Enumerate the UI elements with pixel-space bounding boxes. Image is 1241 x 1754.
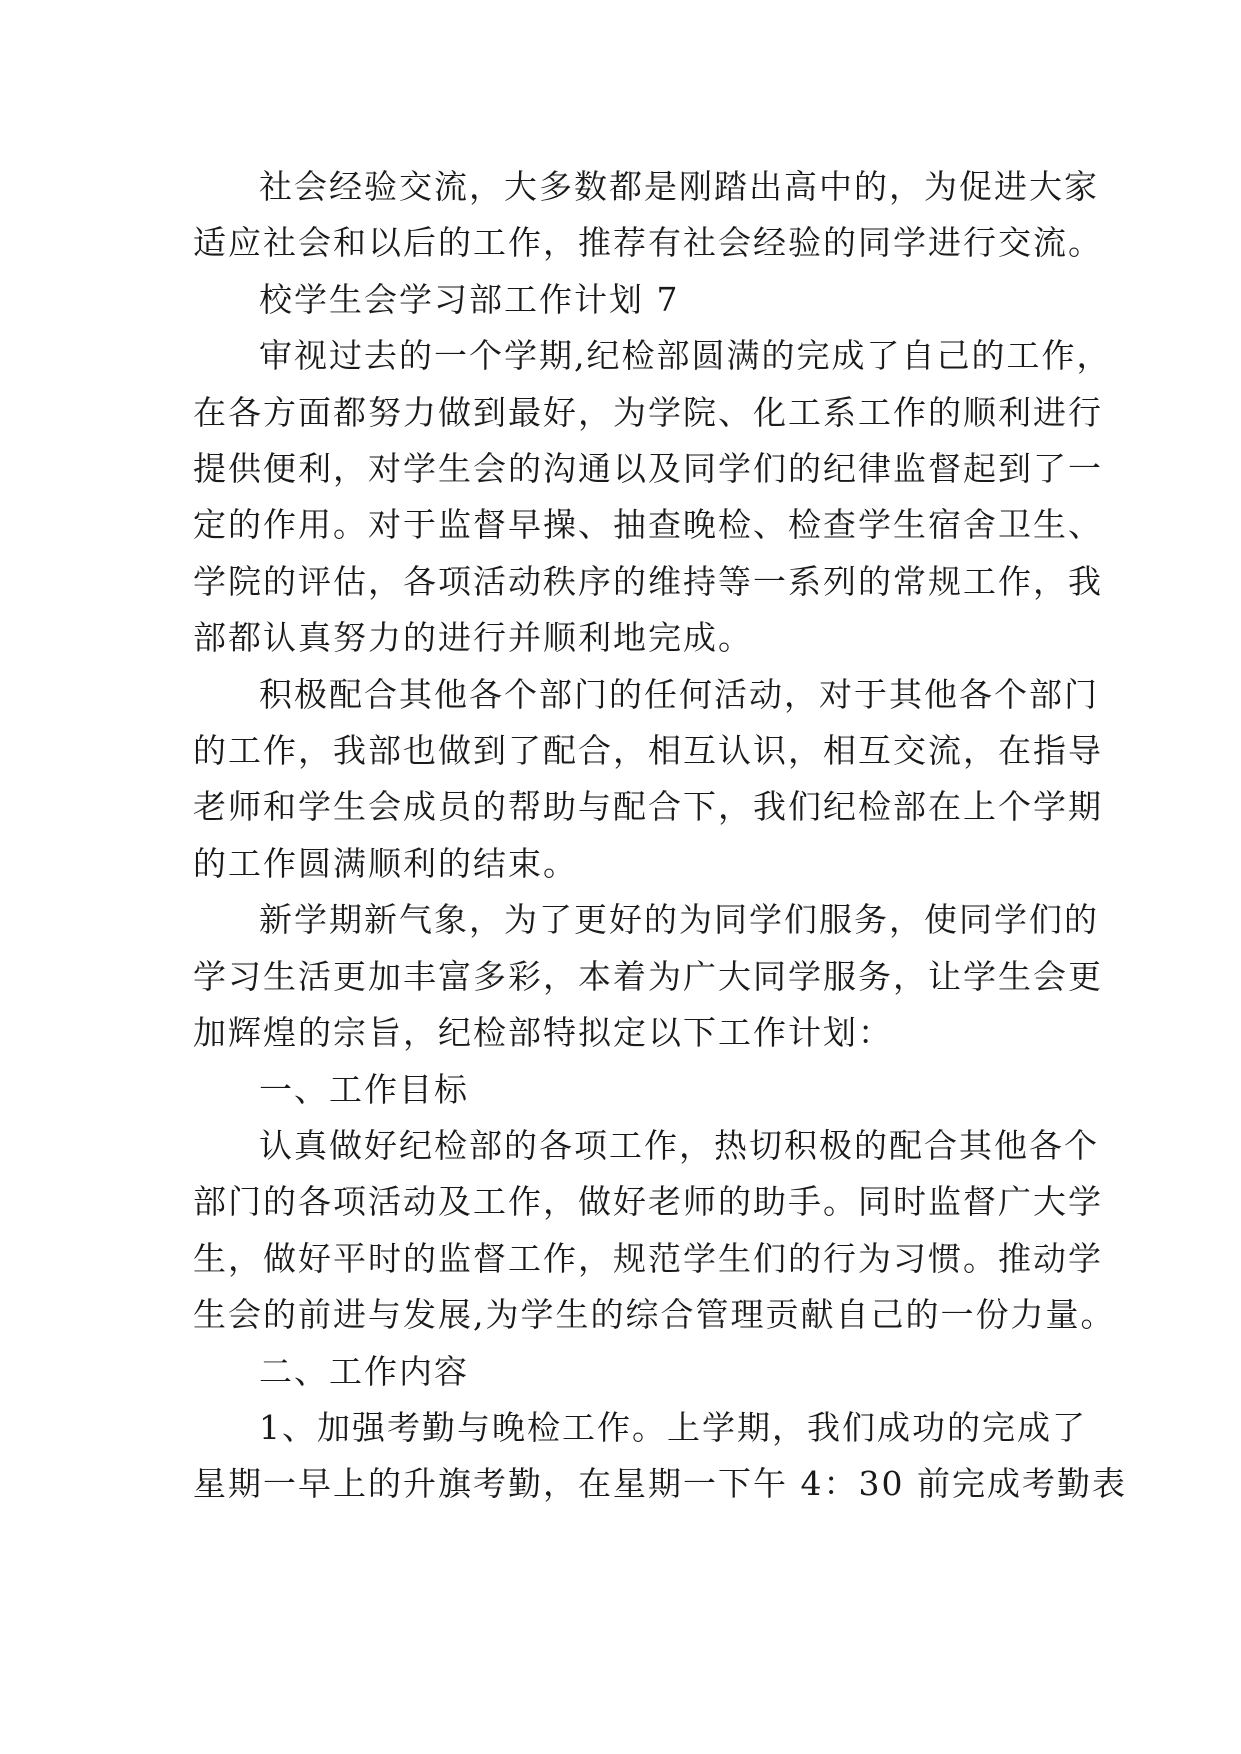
text-line: 的工作圆满顺利的结束。 — [193, 843, 578, 883]
text-line: 审视过去的一个学期,纪检部圆满的完成了自己的工作， — [259, 336, 1112, 376]
paragraph — [193, 892, 1103, 1061]
text-line: 生会的前进与发展,为学生的综合管理贡献自己的一份力量。 — [193, 1295, 1116, 1335]
paragraph — [193, 1062, 1063, 1118]
text-line: 新学期新气象，为了更好的为同学们服务，使同学们的 — [259, 900, 1099, 940]
paragraph — [193, 667, 1103, 893]
text-line: 加辉煌的宗旨，纪检部特拟定以下工作计划： — [193, 1013, 893, 1053]
text-line: 部都认真努力的进行并顺利地完成。 — [193, 618, 753, 658]
text-line: 在各方面都努力做到最好，为学院、化工系工作的顺利进行 — [193, 392, 1103, 432]
paragraph — [193, 159, 1103, 272]
text-line: 生，做好平时的监督工作，规范学生们的行为习惯。推动学 — [193, 1238, 1103, 1278]
paragraph — [193, 328, 1112, 666]
text-line: 提供便利，对学生会的沟通以及同学们的纪律监督起到了一 — [193, 449, 1103, 489]
text-line: 积极配合其他各个部门的任何活动，对于其他各个部门 — [259, 674, 1099, 714]
text-line: 星期一早上的升旗考勤，在星期一下午 4：30 前完成考勤表 — [193, 1464, 1127, 1504]
text-line: 认真做好纪检部的各项工作，热切积极的配合其他各个 — [259, 1125, 1099, 1165]
text-line: 二、工作内容 — [259, 1351, 469, 1391]
text-line: 校学生会学习部工作计划 7 — [259, 279, 680, 319]
text-line: 定的作用。对于监督早操、抽查晚检、检查学生宿舍卫生、 — [193, 505, 1103, 545]
document-body — [193, 159, 1127, 1513]
text-line: 适应社会和以后的工作，推荐有社会经验的同学进行交流。 — [193, 223, 1103, 263]
text-line: 老师和学生会成员的帮助与配合下，我们纪检部在上个学期 — [193, 787, 1103, 827]
text-line: 的工作，我部也做到了配合，相互认识，相互交流，在指导 — [193, 731, 1103, 771]
paragraph — [193, 1344, 1063, 1400]
text-line: 社会经验交流，大多数都是刚踏出高中的，为促进大家 — [259, 167, 1099, 206]
text-line: 1、加强考勤与晚检工作。上学期，我们成功的完成了 — [259, 1407, 1087, 1447]
text-line: 一、工作目标 — [259, 1069, 469, 1109]
text-line: 部门的各项活动及工作，做好老师的助手。同时监督广大学 — [193, 1182, 1103, 1222]
paragraph — [193, 272, 1063, 328]
paragraph — [193, 1118, 1116, 1344]
text-line: 学习生活更加丰富多彩，本着为广大同学服务，让学生会更 — [193, 956, 1103, 996]
text-line: 学院的评估，各项活动秩序的维持等一系列的常规工作，我 — [193, 561, 1103, 601]
paragraph — [193, 1400, 1127, 1513]
